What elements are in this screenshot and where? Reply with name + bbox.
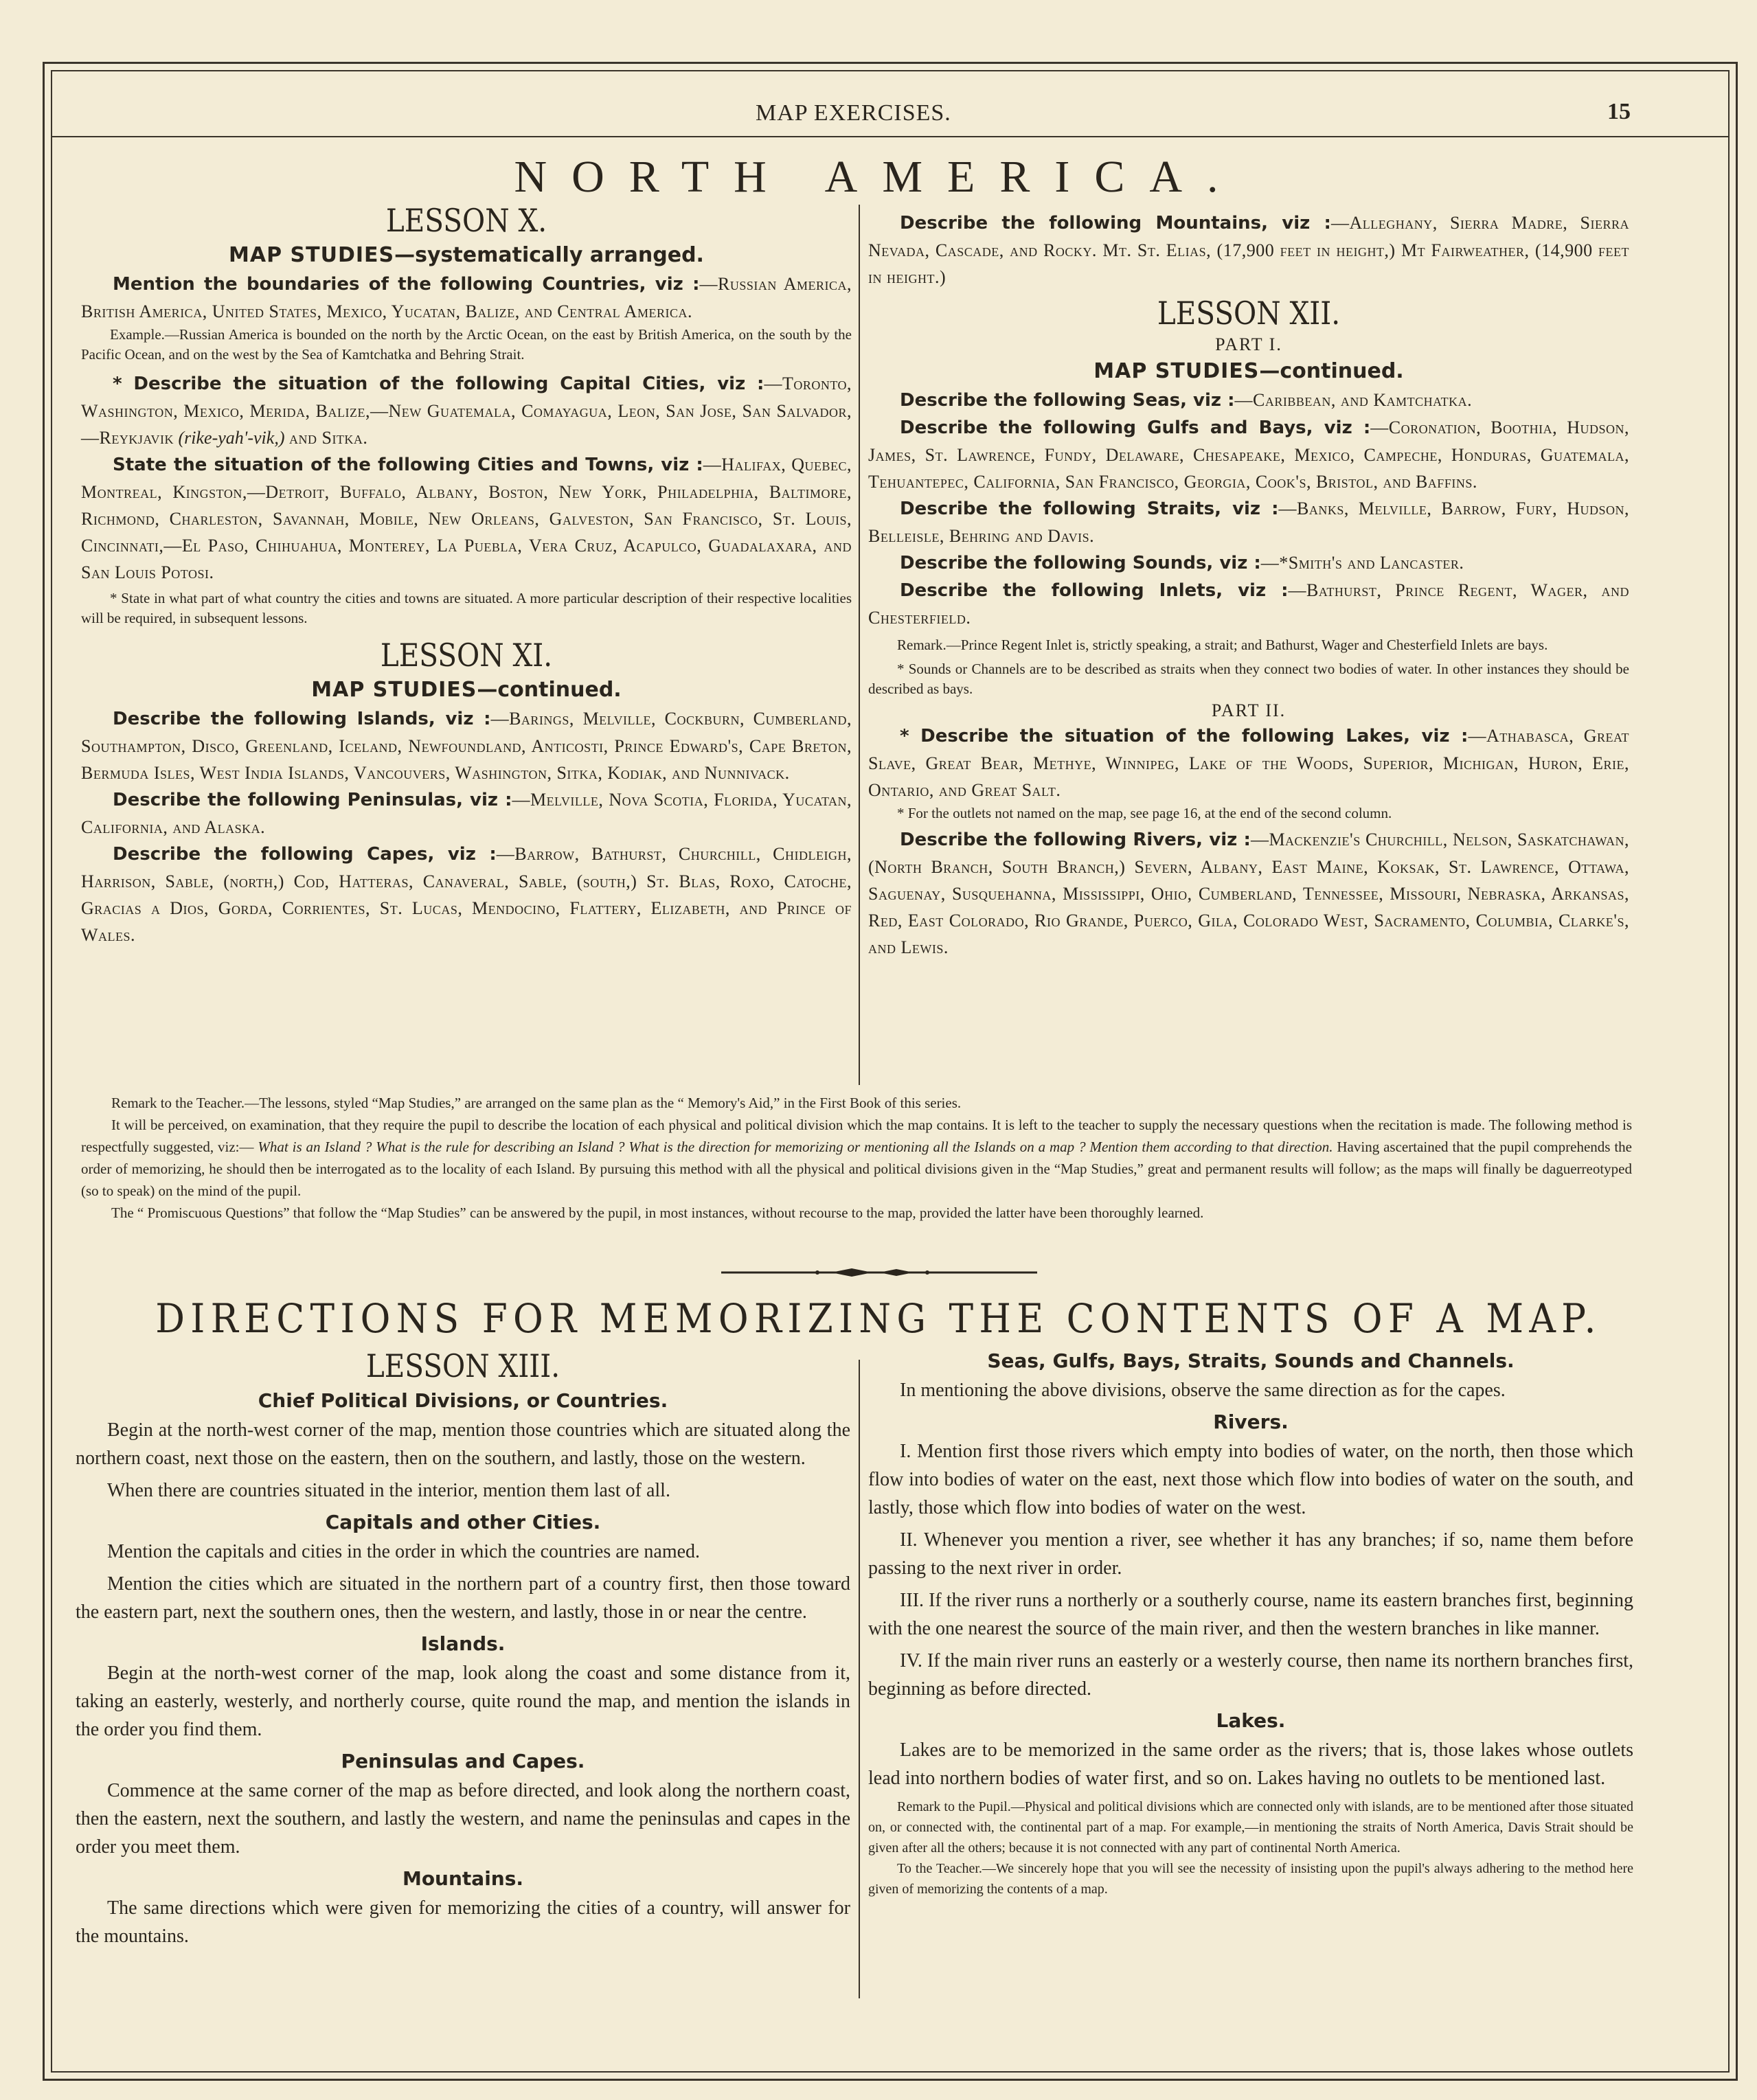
lakes-footnote: * For the outlets not named on the map, see page 16, at the end of the second column. (897, 805, 1392, 821)
seas-directions: In mentioning the above divisions, observe the same direction as for the capes. (900, 1380, 1506, 1401)
lakes-heading: Lakes. (1216, 1709, 1286, 1732)
boundaries-paragraph: Mention the boundaries of the following Countries, viz :—Russian America, British America, United States, Mexico, Yucatan, Balize, and Central America. (81, 274, 852, 321)
lesson-13-left-column (76, 1346, 850, 1954)
column-divider-bottom (859, 1360, 860, 1998)
straits-paragraph: Describe the following Straits, viz :—Banks, Melville, Barrow, Fury, Hudson, Belleisle, Behring and Davis. (868, 499, 1629, 546)
peninsulas-heading: Peninsulas and Capes. (341, 1750, 585, 1772)
directions-title: DIRECTIONS FOR MEMORIZING THE CONTENTS OF A MAP. (155, 1295, 1602, 1342)
capitals-paragraph-1: Mention the capitals and cities in the order in which the countries are named. (107, 1541, 701, 1562)
teacher-remark-intro: Remark to the Teacher.—The lessons, styled “Map Studies,” are arranged on the same plan as the “ Memory's Aid,” in the First Book of this series. (111, 1095, 962, 1111)
rivers-rule-3: III. If the river runs a northerly or a southerly course, name its eastern branches first, beginning with the one nearest the source of the main river, and then the western branches in like manner. (868, 1590, 1633, 1639)
lesson-10-subhead: MAP STUDIES—systematically arranged. (229, 243, 704, 267)
lesson-12-heading: LESSON XII. (1157, 295, 1341, 332)
capital-cities-paragraph: * Describe the situation of the following Capital Cities, viz :—Toronto, Washington, Mexico, Merida, Balize,—New Guatemala, Comayagua, Leon, San Jose, San Salvador,—Reykjavik (rike-yah'-vik,) and Sitka. (81, 374, 852, 448)
lesson-13-right-column (868, 1346, 1633, 1899)
inlets-paragraph: Describe the following Inlets, viz :—Bathurst, Prince Regent, Wager, and Chesterfield. (868, 580, 1630, 628)
islands-paragraph: Describe the following Islands, viz :—Barings, Melville, Cockburn, Cumberland, Southampton, Disco, Greenland, Iceland, Newfoundland, Anticosti, Prince Edward's, Cape Breton, Bermuda Isles, West India Islands, Vancouvers, Washington, Sitka, Kodiak, and Nunnivack. (81, 709, 852, 783)
sounds-paragraph: Describe the following Sounds, viz :—*Smith's and Lancaster. (900, 553, 1464, 573)
running-head: MAP EXERCISES. (756, 100, 951, 126)
lesson-13-heading: LESSON XIII. (365, 1347, 560, 1384)
mountains-heading: Mountains. (402, 1867, 524, 1890)
rivers-rule-1: I. Mention first those rivers which empty into bodies of water, on the north, then those which flow into bodies of water on the east, next those which flow into bodies of water on the south, and lastly, those which flow into bodies of water on the west. (868, 1441, 1633, 1518)
rivers-paragraph: Describe the following Rivers, viz :—Mackenzie's Churchill, Nelson, Saskatchawan, (North Branch, South Branch,) Severn, Albany, East Maine, Koksak, St. Lawrence, Ottawa, Saguenay, Susquehanna, Mississippi, Ohio, Cumberland, Tennessee, Missouri, Nebraska, Arkansas, Red, East Colorado, Rio Grande, Puerco, Gila, Colorado West, Sacramento, Columbia, Clarke's, and Lewis. (868, 830, 1629, 957)
rivers-rule-4: IV. If the main river runs an easterly or a westerly course, then name its northern branches first, beginning as before directed. (868, 1650, 1633, 1700)
capes-paragraph: Describe the following Capes, viz :—Barrow, Bathurst, Churchill, Chidleigh, Harrison, Sable, (north,) Cod, Hatteras, Canaveral, Sable, (south,) St. Blas, Roxo, Catoche, Gracias a Dios, Gorda, Corrientes, St. Lucas, Mendocino, Flattery, Elizabeth, and Prince of Wales. (81, 844, 852, 945)
peninsulas-paragraph: Describe the following Peninsulas, viz :—Melville, Nova Scotia, Florida, Yucatan, California, and Alaska. (81, 790, 852, 837)
rivers-heading: Rivers. (1213, 1411, 1289, 1433)
lakes-directions: Lakes are to be memorized in the same order as the rivers; that is, those lakes whose outlets lead into northern bodies of water first, and so on. Lakes having no outlets to be mentioned last. (868, 1739, 1633, 1789)
mountains-directions: The same directions which were given for memorizing the cities of a country, will answer for the mountains. (76, 1897, 850, 1947)
lesson-10-11-column (81, 201, 852, 948)
mountains-paragraph: Describe the following Mountains, viz :—Alleghany, Sierra Madre, Sierra Nevada, Cascade, and Rocky. Mt. St. Elias, (17,900 feet in height,) Mt Fairweather, (14,900 feet in height.) (868, 213, 1629, 287)
lesson-12-column (868, 209, 1629, 961)
header-rule (51, 136, 1730, 137)
gulfs-bays-paragraph: Describe the following Gulfs and Bays, viz :—Coronation, Boothia, Hudson, James, St. Lawrence, Fundy, Delaware, Chesapeake, Mexico, Campeche, Honduras, Guatemala, Tehuantepec, California, San Francisco, Georgia, Cook's, Bristol, and Baffins. (868, 418, 1629, 492)
countries-paragraph-2: When there are countries situated in the interior, mention them last of all. (107, 1480, 670, 1501)
part-2-label: PART II. (1211, 700, 1286, 720)
lesson-12-subhead: MAP STUDIES—continued. (1093, 359, 1404, 383)
rivers-rule-2: II. Whenever you mention a river, see whether it has any branches; if so, name them before passing to the next river in order. (868, 1529, 1633, 1579)
teacher-remark-method: It will be perceived, on examination, that they require the pupil to describe the location of each physical and political division which the map contains. It is left to the teacher to supply the necessary questions when the recitation is made. The following method is respectfully suggested, viz:— What is an Island ? What is the rule for describing an Island ? What is the direction for memorizing or mentioning all the Islands on a map ? Mention them according to that direction. Having ascertained that the pupil comprehends the order of memorizing, he should then be interrogated as to the locality of each Island. By pursuing this method with all the physical and political divisions given in the “Map Studies,” great and permanent results will follow; as the maps will finally be daguerreotyped (so to speak) on the mind of the pupil. (81, 1117, 1632, 1199)
countries-heading: Chief Political Divisions, or Countries. (258, 1389, 668, 1412)
islands-directions: Begin at the north-west corner of the map, look along the coast and some distance from it, taking an easterly, westerly, and northerly course, quite round the map, and mention the islands in the order you find them. (76, 1663, 850, 1740)
lesson-10-heading: LESSON X. (385, 202, 547, 239)
part-1-label: PART I. (1215, 334, 1282, 354)
column-divider-top (859, 205, 860, 1085)
cities-towns-paragraph: State the situation of the following Cities and Towns, viz :—Halifax, Quebec, Montreal, Kingston,—Detroit, Buffalo, Albany, Boston, New York, Philadelphia, Baltimore, Richmond, Charleston, Savannah, Mobile, New Orleans, Galveston, San Francisco, St. Louis, Cincinnati,—El Paso, Chihuahua, Monterey, La Puebla, Vera Cruz, Acapulco, Guadalaxara, and San Louis Potosi. (81, 455, 852, 582)
seas-paragraph: Describe the following Seas, viz :—Caribbean, and Kamtchatka. (900, 390, 1473, 411)
lakes-paragraph: * Describe the situation of the following Lakes, viz :—Athabasca, Great Slave, Great Bear, Methye, Winnipeg, Lake of the Woods, Superior, Michigan, Huron, Erie, Ontario, and Great Salt. (868, 726, 1629, 800)
north-america-title: NORTH AMERICA. (514, 152, 1243, 202)
teacher-remark-questions: The “ Promiscuous Questions” that follow the “Map Studies” can be answered by the pupil, in most instances, without recourse to the map, provided the latter have been thoroughly learned. (111, 1205, 1204, 1221)
pupil-remark: Remark to the Pupil.—Physical and political divisions which are connected only with islands, are to be mentioned after those situated on, or connected with, the continental part of a map. For example,—in mentioning the straits of North America, Davis Strait should be given after all the others; because it is not connected with any part of continental North America. (868, 1799, 1633, 1856)
lesson-11-subhead: MAP STUDIES—continued. (311, 678, 622, 702)
teacher-note: To the Teacher.—We sincerely hope that you will see the necessity of insisting upon the pupil's always adhering to the method here given of memorizing the contents of a map. (868, 1861, 1633, 1897)
capitals-heading: Capitals and other Cities. (325, 1511, 601, 1533)
teacher-remark (81, 1092, 1632, 1224)
inlets-remark: Remark.—Prince Regent Inlet is, strictly speaking, a strait; and Bathurst, Wager and Chesterfield Inlets are bays. (897, 637, 1548, 653)
peninsulas-directions: Commence at the same corner of the map as before directed, and look along the northern coast, then the eastern, next the southern, and lastly the western, and name the peninsulas and capes in the order you meet them. (76, 1780, 850, 1858)
islands-heading: Islands. (420, 1632, 506, 1655)
example-note: Example.—Russian America is bounded on the north by the Arctic Ocean, on the east by British America, on the south by the Pacific Ocean, and on the west by the Sea of Kamtchatka and Behring Strait. (81, 326, 852, 363)
lesson-11-heading: LESSON XI. (380, 637, 553, 674)
cities-footnote: * State in what part of what country the cities and towns are situated. A more particular description of their respective localities will be required, in subsequent lessons. (81, 590, 852, 626)
countries-paragraph-1: Begin at the north-west corner of the map, mention those countries which are situated along the northern coast, next those on the eastern, then on the southern, and lastly, those on the western. (76, 1419, 850, 1469)
page-number: 15 (1607, 99, 1631, 124)
capitals-paragraph-2: Mention the cities which are situated in the northern part of a country first, then those toward the eastern part, next the southern ones, then the western, and lastly, those in or near the centre. (76, 1573, 850, 1623)
sounds-footnote: * Sounds or Channels are to be described as straits when they connect two bodies of water. In other instances they should be described as bays. (868, 661, 1629, 697)
seas-heading: Seas, Gulfs, Bays, Straits, Sounds and Channels. (987, 1349, 1515, 1372)
ornament-divider (707, 1268, 1051, 1277)
